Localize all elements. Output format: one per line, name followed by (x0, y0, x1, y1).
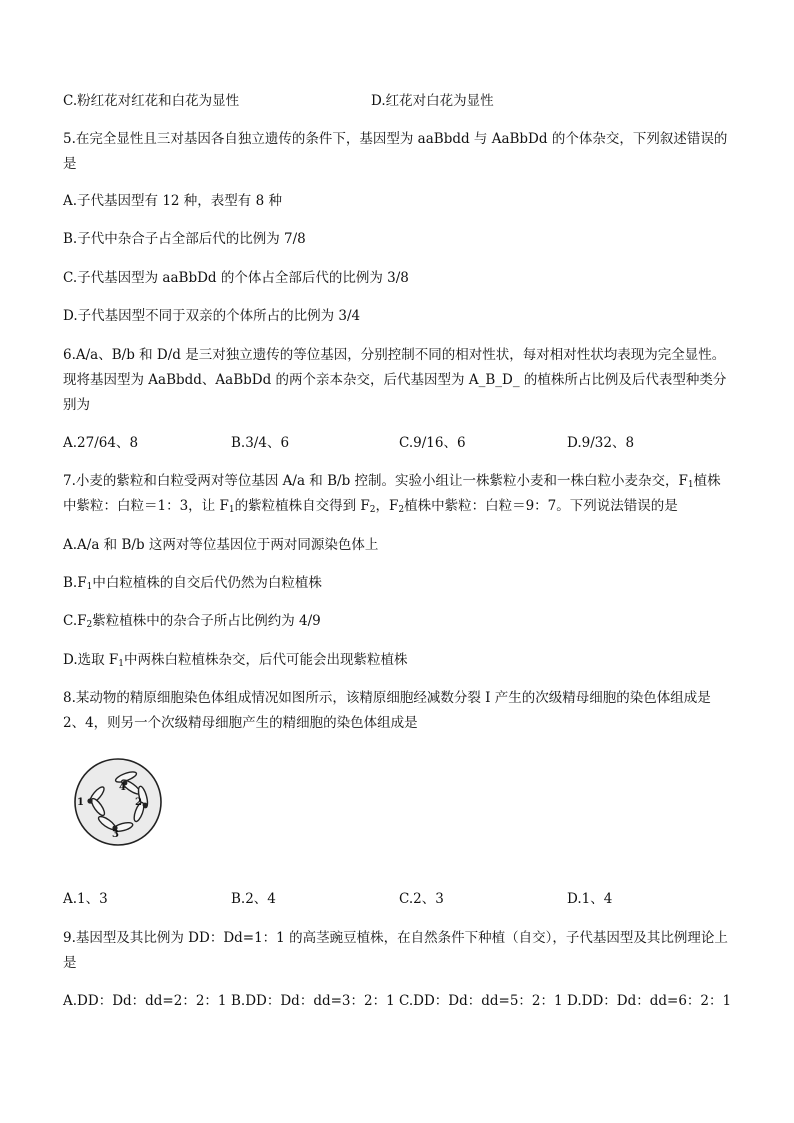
q6-option-b: B.3/4、6 (231, 435, 290, 451)
q8-option-d: D.1、4 (567, 891, 613, 907)
q5-option-c: C.子代基因型为 aaBbDd 的个体占全部后代的比例为 3/8 (63, 270, 409, 286)
q7-option-a: A.A/a 和 B/b 这两对等位基因位于两对同源染色体上 (63, 537, 379, 553)
label-4: 4 (119, 782, 126, 793)
q8-stem-line2: 2、4，则另一个次级精母细胞产生的精细胞的染色体组成是 (63, 715, 418, 731)
label-2: 2 (135, 797, 142, 808)
q4-option-d: D.红花对白花为显性 (371, 93, 494, 109)
q8-option-c: C.2、3 (399, 891, 444, 907)
label-3: 3 (112, 829, 119, 840)
centromere-2 (143, 803, 148, 808)
q5-option-a: A.子代基因型有 12 种，表型有 8 种 (63, 193, 282, 209)
q9-option-b: B.DD：Dd：dd=3：2：1 (231, 993, 395, 1009)
q4-option-c: C.粉红花对红花和白花为显性 (63, 93, 240, 109)
centromere-1 (87, 798, 92, 803)
q7-stem-line1: 7.小麦的紫粒和白粒受两对等位基因 A/a 和 B/b 控制。实验小组让一株紫粒小麦和一株白粒小麦杂交，$F_1$植株 (63, 473, 721, 490)
q5-stem-line2: 是 (63, 156, 77, 172)
q8-option-b: B.2、4 (231, 891, 276, 907)
q7-option-d: D.选取 $F_1$中两株白粒植株杂交，后代可能会出现紫粒植株 (63, 652, 408, 669)
q6-option-c: C.9/16、6 (399, 435, 466, 451)
q9-stem-line1: 9.基因型及其比例为 DD：Dd=1：1 的高茎豌豆植株，在自然条件下种植（自交），子代基因型及其比例理论上 (63, 930, 728, 946)
q9-option-d: D.DD：Dd：dd=6：2：1 (567, 993, 732, 1009)
q6-option-a: A.27/64、8 (63, 435, 139, 451)
q7-option-b: $B.F_1$中白粒植株的自交后代仍然为白粒植株 (63, 575, 322, 592)
q6-option-d: D.9/32、8 (567, 435, 635, 451)
label-1: 1 (77, 797, 84, 808)
q9-stem-line2: 是 (63, 955, 77, 971)
q7-option-c: $C.F_2$紫粒植株中的杂合子所占比例约为 4/9 (63, 613, 321, 630)
q8-option-a: A.1、3 (63, 891, 108, 907)
q6-stem-line2: 现将基因型为 AaBbdd、AaBbDd 的两个亲本杂交，后代基因型为 A_B_D_ 的植株所占比例及后代表型种类分 (63, 372, 727, 388)
q5-stem-line1: 5.在完全显性且三对基因各自独立遗传的条件下，基因型为 aaBbdd 与 AaBbDd 的个体杂交，下列叙述错误的 (63, 131, 728, 147)
q5-option-b: B.子代中杂合子占全部后代的比例为 7/8 (63, 231, 306, 247)
q6-stem-line1: 6.A/a、B/b 和 D/d 是三对独立遗传的等位基因，分别控制不同的相对性状，每对相对性状均表现为完全显性。 (63, 347, 726, 363)
q6-stem-line3: 别为 (63, 397, 90, 413)
q5-option-d: D.子代基因型不同于双亲的个体所占的比例为 3/4 (63, 308, 361, 324)
q8-stem-line1: 8.某动物的精原细胞染色体组成情况如图所示，该精原细胞经减数分裂 I 产生的次级精母细胞的染色体组成是 (63, 690, 711, 706)
spermatogonium-chromosome-figure (73, 757, 163, 847)
q9-option-a: A.DD：Dd：dd=2：2：1 (63, 993, 227, 1009)
q9-option-c: C.DD：Dd：dd=5：2：1 (399, 993, 563, 1009)
q7-stem-line2: 中紫粒：白粒＝1：3，让 $F_1$的紫粒植株自交得到 $F_2$，$F_2$植株中紫粒：白粒＝9：7。下列说法错误的是 (63, 498, 678, 515)
